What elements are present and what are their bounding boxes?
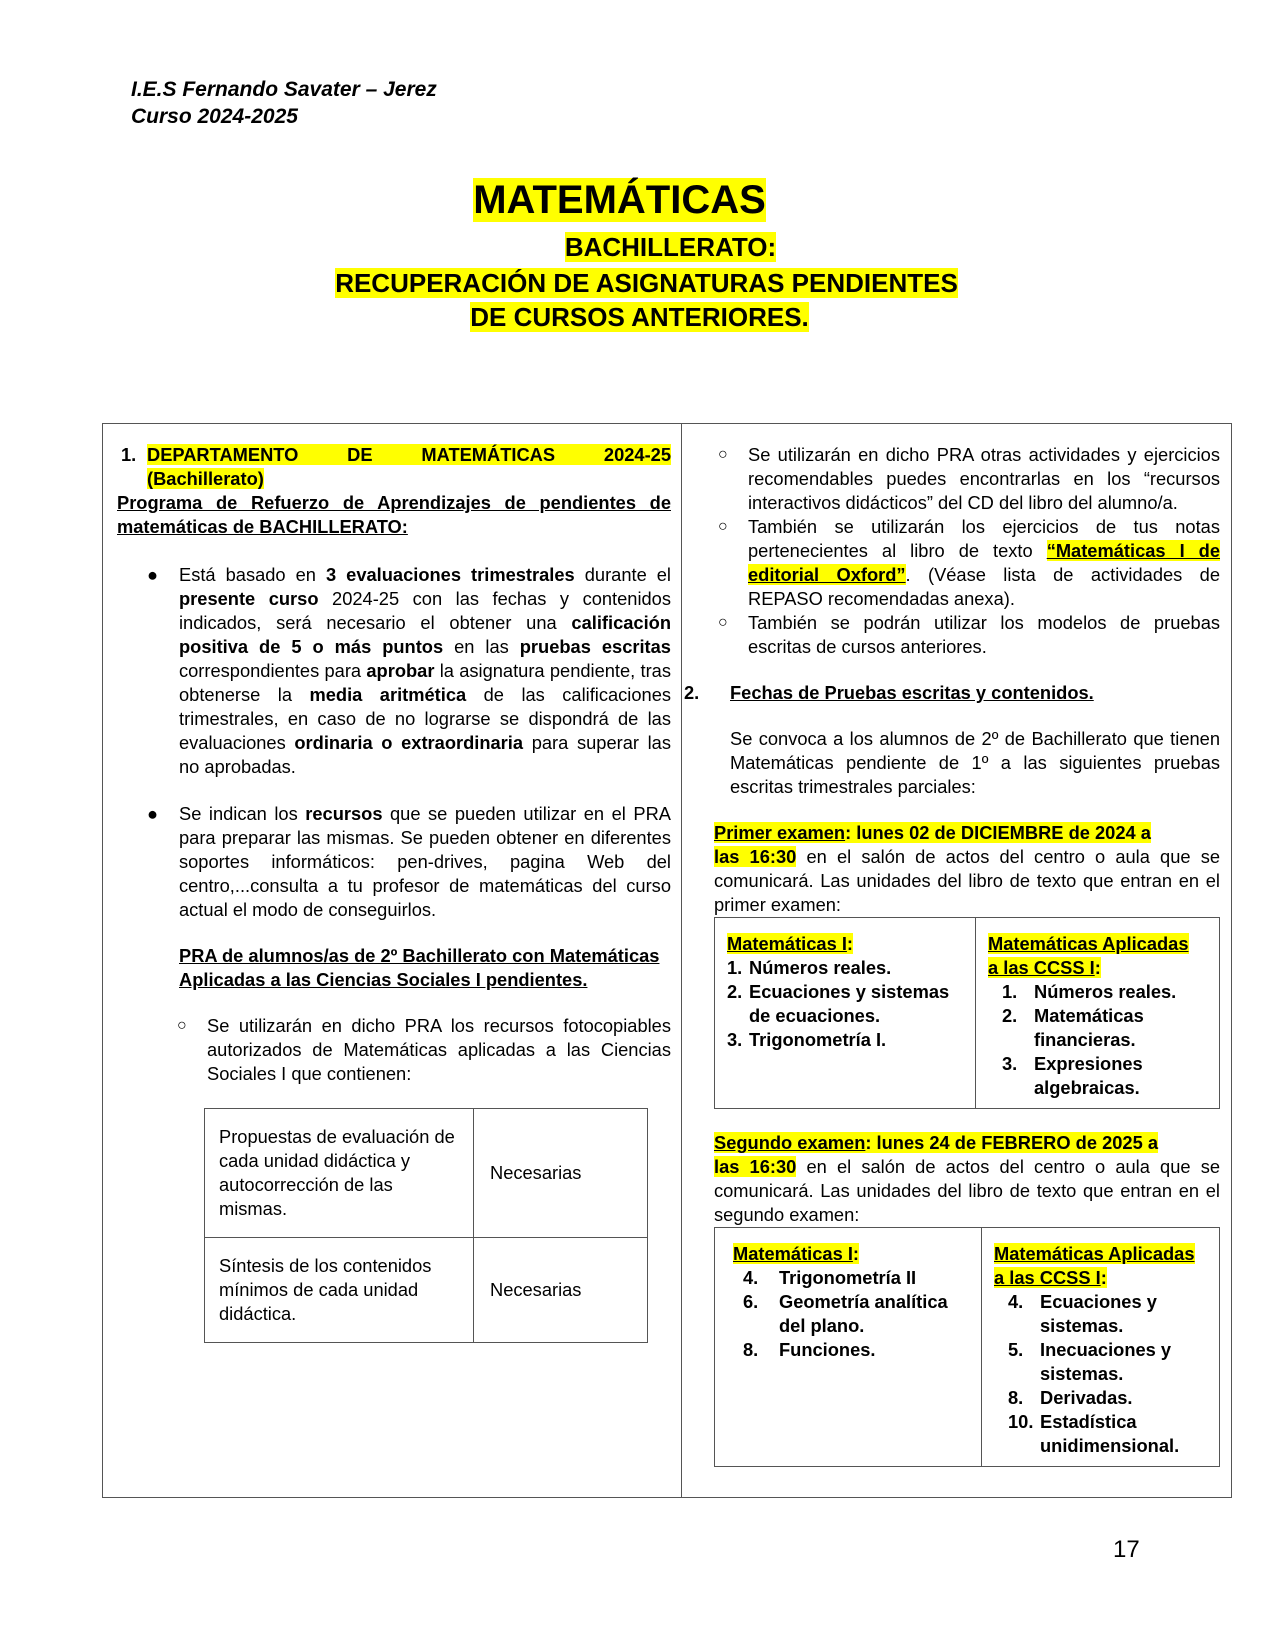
list-item-text: Matemáticas financieras. xyxy=(1034,1005,1144,1050)
list-item-text: Ecuaciones y sistemas. xyxy=(1040,1291,1157,1336)
section-1-title-b: (Bachillerato) xyxy=(147,468,264,489)
list-item-number: 5. xyxy=(1008,1339,1024,1360)
list-item-number: 6. xyxy=(743,1291,759,1312)
bullet-evaluations: ● Está basado en 3 evaluaciones trimestrales durante el presente curso 2024-25 con las fechas y contenidos indicados, será necesario el obtener una calificación positiva de 5 o más puntos en las pruebas escritas correspondientes para aprobar la asignatura pendiente, tras obtenerse la media aritmética de las calificaciones trimestrales, en caso de no lograrse se dispondrá de las evaluaciones ordinaria o extraordinaria para superar las no aprobadas. xyxy=(147,564,672,777)
exam-1-label: Primer examen xyxy=(714,822,846,843)
table-row xyxy=(205,1109,648,1238)
exam-2-label: Segundo examen xyxy=(714,1132,866,1153)
book-title: “Matemáticas I de editorial Oxford” xyxy=(748,540,1220,585)
sub-item-models: ○ También se podrán utilizar los modelos de pruebas escritas de cursos anteriores. xyxy=(718,612,1220,657)
list-item xyxy=(727,1028,963,1052)
program-title: Programa de Refuerzo de Aprendizajes de pendientes de matemáticas de BACHILLERATO: xyxy=(117,492,671,537)
section-2-intro: Se convoca a los alumnos de 2º de Bachillerato que tienen Matemáticas pendiente de 1º a las siguientes pruebas escritas trimestrales parciales: xyxy=(730,728,1220,797)
list-item-text: Funciones. xyxy=(779,1339,876,1360)
list-item xyxy=(994,1290,1211,1338)
right-column xyxy=(684,443,1220,1467)
exam-1-col-applied: Matemáticas Aplicadas a las CCSS I: 1. Números reales. 2. Matemáticas financieras. 3. Expresiones algebraicas. xyxy=(976,918,1220,1109)
section-2-title: Fechas de Pruebas escritas y contenidos. xyxy=(730,682,1094,703)
circle-bullet-icon: ○ xyxy=(718,446,728,463)
list-item-text: Expresiones algebraicas. xyxy=(1034,1053,1143,1098)
list-item-text: Ecuaciones y sistemas de ecuaciones. xyxy=(749,981,950,1026)
list-item xyxy=(727,956,963,980)
list-item-number: 8. xyxy=(743,1339,759,1360)
list-item-text: Estadística unidimensional. xyxy=(1040,1411,1180,1456)
list-item-text: Trigonometría II xyxy=(779,1267,917,1288)
section-2-heading xyxy=(684,681,1220,705)
exam-1-col-math: Matemáticas I: 1. Números reales. 2. Ecuaciones y sistemas de ecuaciones. 3. Trigonometría I. xyxy=(715,918,976,1109)
list-item-number: 3. xyxy=(1002,1053,1018,1074)
exam-2-col-math: Matemáticas I: 4. Trigonometría II 6. Geometría analítica del plano. 8. Funciones. xyxy=(715,1228,982,1467)
bullet-icon: ● xyxy=(147,803,159,824)
list-item-number: 1. xyxy=(1002,981,1018,1002)
circle-bullet-icon: ○ xyxy=(718,614,728,631)
list-item xyxy=(727,980,963,1028)
list-item xyxy=(994,1386,1211,1410)
list-item-text: Geometría analítica del plano. xyxy=(779,1291,948,1336)
exam-2-col-applied: Matemáticas Aplicadas a las CCSS I: 4. Ecuaciones y sistemas. 5. Inecuaciones y sistemas. 8. Derivadas. 10. Estadística unidimensional. xyxy=(982,1228,1220,1467)
list-item-text: Números reales. xyxy=(1034,981,1177,1002)
pra-heading: PRA de alumnos/as de 2º Bachillerato con Matemáticas Aplicadas a las Ciencias Sociales I pendientes. xyxy=(179,945,660,990)
section-1-title-a: DEPARTAMENTO DE MATEMÁTICAS 2024-25 xyxy=(147,444,671,465)
resources-table xyxy=(204,1108,648,1343)
resource-item: Síntesis de los contenidos mínimos de cada unidad didáctica. xyxy=(205,1238,474,1343)
course-year: Curso 2024-2025 xyxy=(131,105,298,128)
section-2-number: 2. xyxy=(684,682,700,703)
list-item-text: Inecuaciones y sistemas. xyxy=(1040,1339,1172,1384)
list-item xyxy=(994,1410,1211,1458)
sub-item-resources: ○ Se utilizarán en dicho PRA los recursos fotocopiables autorizados de Matemáticas aplicadas a las Ciencias Sociales I que contienen: xyxy=(177,1015,671,1084)
list-item-text: Trigonometría I. xyxy=(749,1029,887,1050)
page-number: 17 xyxy=(1113,1536,1140,1563)
bullet-resources: ● Se indican los recursos que se pueden utilizar en el PRA para preparar las mismas. Se pueden obtener en diferentes soportes informáticos: pen-drives, pagina Web del centro,...consulta a tu profesor de matemáticas del curso actual el modo de conseguirlos. xyxy=(147,803,671,920)
document-header xyxy=(131,76,437,130)
title-subject: MATEMÁTICAS xyxy=(473,178,766,222)
exam-1-block: Primer examen: lunes 02 de DICIEMBRE de 2024 a las 16:30 en el salón de actos del centro o aula que se comunicará. Las unidades del libro de texto que entran en el primer examen: Matemáticas I: 1. Números reales. 2. Ecuaciones y sistemas de ecuaciones. 3. Trigonometría I. Matemáticas Aplicadas a las CCSS I: 1. Números reales. 2. Matemáticas financieras. 3. Expresiones algebraicas. xyxy=(714,821,1220,1109)
list-item-text: Derivadas. xyxy=(1040,1387,1133,1408)
circle-bullet-icon: ○ xyxy=(177,1017,187,1034)
bullet-icon: ● xyxy=(147,564,159,585)
list-item xyxy=(988,980,1209,1004)
title-level: BACHILLERATO: xyxy=(564,232,777,262)
list-item xyxy=(733,1266,969,1290)
resource-status: Necesarias xyxy=(474,1109,648,1238)
table-row xyxy=(205,1238,648,1343)
column-divider xyxy=(681,423,682,1498)
title-line-2: DE CURSOS ANTERIORES. xyxy=(470,302,809,332)
circle-bullet-icon: ○ xyxy=(718,518,728,535)
list-item-number: 4. xyxy=(1008,1291,1024,1312)
sub-item-interactive: ○ Se utilizarán en dicho PRA otras actividades y ejercicios recomendables puedes encontrarlas en los “recursos interactivos didácticos” del CD del libro del alumno/a. xyxy=(718,444,1220,513)
list-item-text: Números reales. xyxy=(749,957,892,978)
list-item-number: 10. xyxy=(1008,1411,1034,1432)
list-item-number: 8. xyxy=(1008,1387,1024,1408)
exam-2-block: Segundo examen: lunes 24 de FEBRERO de 2025 a las 16:30 en el salón de actos del centro o aula que se comunicará. Las unidades del libro de texto que entran en el segundo examen: Matemáticas I: 4. Trigonometría II 6. Geometría analítica del plano. 8. Funciones. Matemáticas Aplicadas a las CCSS I: 4. Ecuaciones y sistemas. 5. Inecuaciones y sistemas. 8. Derivadas. 10. Estadística unidimensional. xyxy=(714,1131,1220,1467)
list-item-number: 1. xyxy=(727,957,743,978)
list-item-number: 4. xyxy=(743,1267,759,1288)
list-item-number: 3. xyxy=(727,1029,743,1050)
resource-item: Propuestas de evaluación de cada unidad didáctica y autocorrección de las mismas. xyxy=(205,1109,474,1238)
section-1-heading xyxy=(117,443,671,491)
list-item-number: 2. xyxy=(727,981,743,1002)
list-item xyxy=(994,1338,1211,1386)
section-1-number: 1. xyxy=(121,444,137,465)
list-item xyxy=(988,1052,1209,1100)
list-item xyxy=(733,1290,969,1338)
list-item xyxy=(733,1338,969,1362)
exam-2-table xyxy=(714,1227,1220,1467)
exam-1-table xyxy=(714,917,1220,1109)
title-line-1: RECUPERACIÓN DE ASIGNATURAS PENDIENTES xyxy=(335,268,958,298)
sub-item-notes: ○ También se utilizarán los ejercicios de tus notas pertenecientes al libro de texto “Matemáticas I de editorial Oxford”. (Véase lista de actividades de REPASO recomendadas anexa). xyxy=(718,516,1220,609)
resource-status: Necesarias xyxy=(474,1238,648,1343)
left-column xyxy=(117,443,671,1343)
list-item-number: 2. xyxy=(1002,1005,1018,1026)
school-name: I.E.S Fernando Savater – Jerez xyxy=(131,78,437,101)
list-item xyxy=(988,1004,1209,1052)
